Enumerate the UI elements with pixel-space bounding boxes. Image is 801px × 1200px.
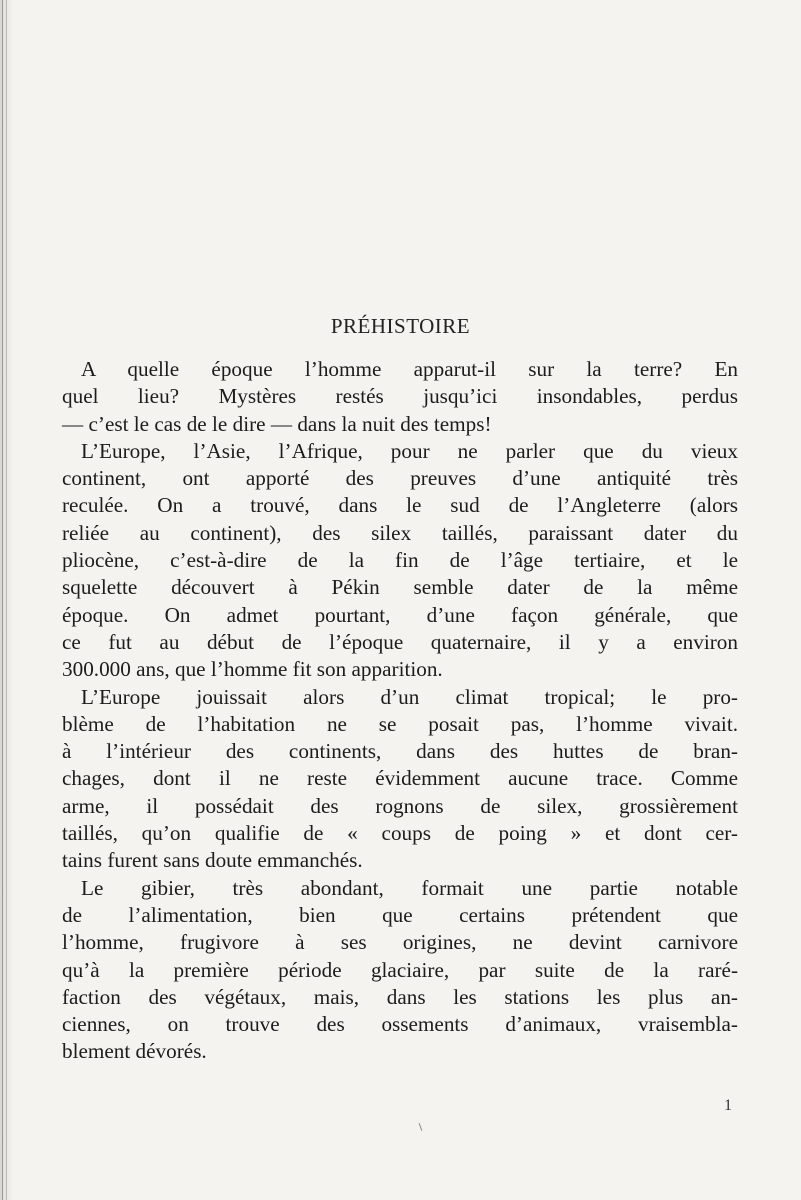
text-line: Le gibier, très abondant, formait une partie notable	[81, 875, 738, 900]
text-line: squelette découvert à Pékin semble dater de la même	[62, 575, 738, 600]
text-line: pliocène, c’est-à-dire de la fin de l’âge tertiaire, et le	[62, 548, 738, 573]
page-binding-edge	[0, 0, 14, 1200]
text-line: L’Europe jouissait alors d’un climat tropical; le pro-	[81, 684, 738, 709]
page-number: 1	[724, 1097, 732, 1114]
text-line: chages, dont il ne reste évidemment aucune trace. Comme	[62, 766, 738, 791]
text-line: faction des végétaux, mais, dans les stations les plus an-	[62, 984, 738, 1009]
text-line: ce fut au début de l’époque quaternaire, il y a environ	[62, 629, 738, 654]
body-text	[62, 356, 738, 1066]
text-line: ciennes, on trouve des ossements d’animaux, vraisembla-	[62, 1012, 738, 1037]
text-line: — c’est le cas de le dire — dans la nuit des temps!	[62, 411, 492, 436]
text-line: qu’à la première période glaciaire, par suite de la raré-	[62, 957, 738, 982]
text-line: continent, ont apporté des preuves d’une antiquité très	[62, 466, 738, 491]
text-line: tains furent sans doute emmanchés.	[62, 848, 363, 873]
text-line: reculée. On a trouvé, dans le sud de l’Angleterre (alors	[62, 493, 738, 518]
text-line: A quelle époque l’homme apparut-il sur la terre? En	[81, 357, 738, 381]
text-line: blème de l’habitation ne se posait pas, l’homme vivait.	[62, 711, 738, 736]
text-line: quel lieu? Mystères restés jusqu’ici insondables, perdus	[62, 384, 738, 409]
chapter-title: PRÉHISTOIRE	[330, 314, 471, 338]
text-line: L’Europe, l’Asie, l’Afrique, pour ne parler que du vieux	[81, 438, 738, 463]
text-line: de l’alimentation, bien que certains prétendent que	[62, 902, 738, 927]
text-line: arme, il possédait des rognons de silex, grossièrement	[62, 793, 738, 818]
text-line: taillés, qu’on qualifie de « coups de poing » et dont cer-	[62, 821, 738, 846]
print-mark	[419, 1123, 423, 1131]
text-line: l’homme, frugivore à ses origines, ne devint carnivore	[62, 930, 738, 955]
text-line: blement dévorés.	[62, 1039, 207, 1064]
text-line: à l’intérieur des continents, dans des huttes de bran-	[62, 739, 738, 764]
text-line: époque. On admet pourtant, d’une façon générale, que	[62, 602, 738, 627]
text-line: reliée au continent), des silex taillés, paraissant dater du	[62, 520, 738, 545]
text-line: 300.000 ans, que l’homme fit son apparition.	[62, 657, 443, 682]
